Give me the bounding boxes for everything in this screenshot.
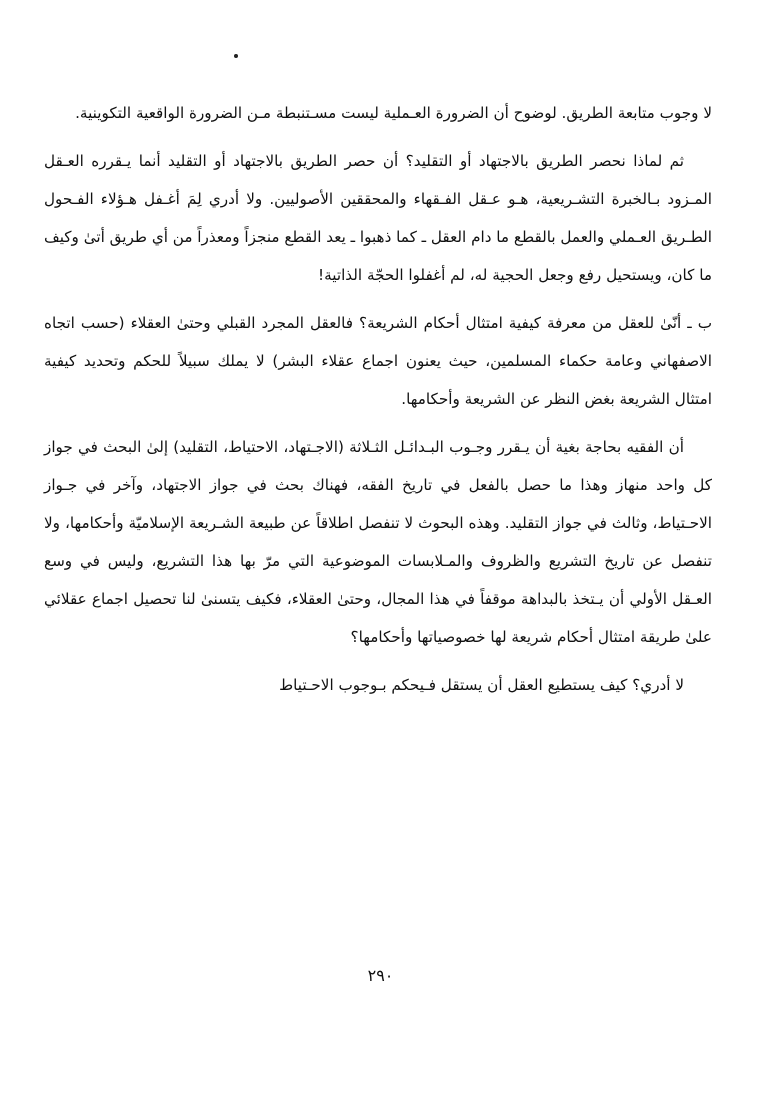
paragraph-4: أن الفقيه بحاجة بغية أن يـقرر وجـوب البـدائـل الثـلاثة (الاجـتهاد، الاحتياط، التقليد) إلىٰ البحث في جواز كل واحد منهاز وهذا ما حصل بالفعل في تاريخ الفقه، فهناك بحث في جواز الاجتهاد، وآخر في جـواز الاحـتياط، وثالث في جواز التقليد. وهذه البحوث لا تنفصل اطلاقاً عن طبيعة الشـريعة الإسلاميّة وأحكامها، ولا تنفصل عن تاريخ التشريع والظروف والمـلابسات الموضوعية التي مرّ بها هذا التشريع، وليس في وسع العـقل الأولي أن يـتخذ بالبداهة موقفاً في هذا المجال، وحتىٰ العقلاء، فكيف يتسنىٰ لنا تحصيل اجماع عقلائي علىٰ طريقة امتثال أحكام شريعة لها خصوصياتها وأحكامها؟ — [44, 438, 712, 646]
page-number: ٢٩٠ — [367, 966, 394, 985]
paragraph-1: لا وجوب متابعة الطريق. لوضوح أن الضرورة العـملية ليست مسـتنبطة مـن الضرورة الواقعية التكوينية. — [75, 104, 712, 122]
paragraph-3: ب ـ أنّىٰ للعقل من معرفة كيفية امتثال أحكام الشريعة؟ فالعقل المجرد القبلي وحتىٰ العقلاء (حسب اتجاه الاصفهاني وعامة حكماء المسلمين، حيث يعنون اجماع عقلاء البشر) لا يملك سبيلاً للحكم وتحديد كيفية امتثال الشريعة بغض النظر عن الشريعة وأحكامها. — [44, 314, 712, 408]
body-text — [44, 94, 712, 712]
paragraph-5: لا أدري؟ كيف يستطيع العقل أن يستقل فـيحكم بـوجوب الاحـتياط — [279, 676, 684, 694]
paragraph-2: ثم لماذا نحصر الطريق بالاجتهاد أو التقليد؟ أن حصر الطريق بالاجتهاد أو التقليد أنما يـقرره العـقل المـزود بـالخبرة التشـريعية، هـو عـقل الفـقهاء والمحققين الأصوليين. ولا أدري لِمَ أغـفل هـؤلاء الفـحول الطـريق العـملي والعمل بالقطع ما دام العقل ـ كما ذهبوا ـ يعد القطع منجزاً ومعذراً من أي طريق أتىٰ وكيف ما كان، ويستحيل رفع وجعل الحجية له، لم أغفلوا الحجّة الذاتية! — [44, 152, 712, 284]
page-mark-dot — [234, 54, 238, 58]
